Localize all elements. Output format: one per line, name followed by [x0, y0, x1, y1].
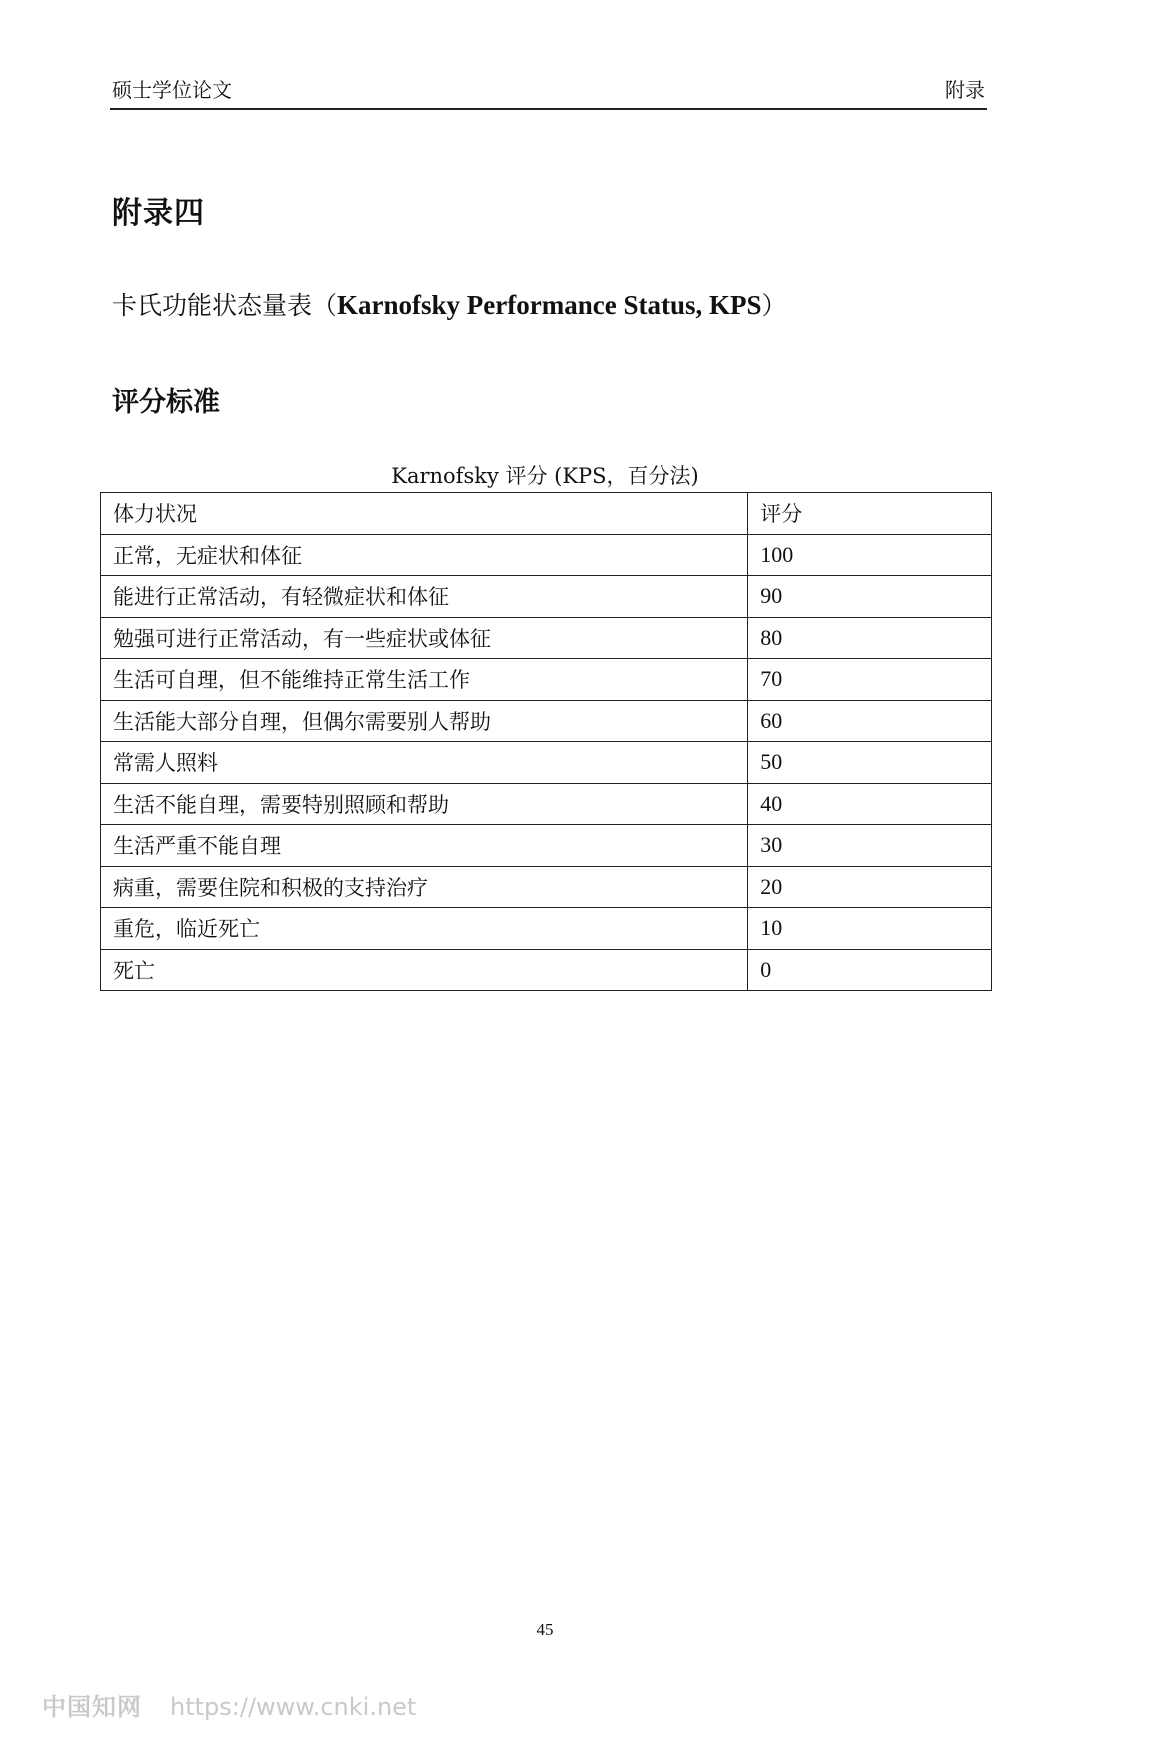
- status-cell: 勉强可进行正常活动，有一些症状或体征: [101, 617, 748, 659]
- status-cell: 生活可自理，但不能维持正常生活工作: [101, 659, 748, 701]
- scale-title: [112, 286, 787, 322]
- table-row: [101, 742, 992, 784]
- score-cell: 10: [748, 908, 992, 950]
- table-row: [101, 783, 992, 825]
- score-cell: 30: [748, 825, 992, 867]
- kps-table: [100, 492, 992, 991]
- thesis-type-label: 硕士学位论文: [112, 78, 232, 102]
- status-cell: 生活严重不能自理: [101, 825, 748, 867]
- table-caption: Karnofsky 评分 (KPS，百分法): [391, 464, 699, 488]
- table-row: [101, 659, 992, 701]
- score-cell: 70: [748, 659, 992, 701]
- criteria-title: 评分标准: [112, 387, 220, 418]
- scale-title-open-paren: （: [312, 291, 338, 320]
- status-cell: 常需人照料: [101, 742, 748, 784]
- status-cell: 正常，无症状和体征: [101, 534, 748, 576]
- scale-title-close-paren: ）: [761, 291, 787, 320]
- table-row: [101, 576, 992, 618]
- header-status: 体力状况: [101, 493, 748, 535]
- score-cell: 90: [748, 576, 992, 618]
- section-label: 附录: [945, 78, 985, 102]
- scale-title-en: Karnofsky Performance Status, KPS: [337, 290, 762, 320]
- scale-title-zh: 卡氏功能状态量表: [112, 291, 313, 320]
- score-cell: 80: [748, 617, 992, 659]
- watermark-url: https://www.cnki.net: [170, 1693, 417, 1721]
- score-cell: 40: [748, 783, 992, 825]
- status-cell: 生活不能自理，需要特别照顾和帮助: [101, 783, 748, 825]
- table-row: [101, 908, 992, 950]
- appendix-title: 附录四: [112, 196, 205, 231]
- status-cell: 重危，临近死亡: [101, 908, 748, 950]
- table-header-row: [101, 493, 992, 535]
- table-row: [101, 866, 992, 908]
- running-header: [110, 74, 987, 110]
- score-cell: 50: [748, 742, 992, 784]
- score-cell: 60: [748, 700, 992, 742]
- header-score: 评分: [748, 493, 992, 535]
- score-cell: 20: [748, 866, 992, 908]
- status-cell: 能进行正常活动，有轻微症状和体征: [101, 576, 748, 618]
- watermark-brand: 中国知网: [42, 1693, 142, 1721]
- table-row: [101, 825, 992, 867]
- status-cell: 生活能大部分自理，但偶尔需要别人帮助: [101, 700, 748, 742]
- table-row: [101, 700, 992, 742]
- cnki-watermark: [42, 1687, 416, 1722]
- score-cell: 0: [748, 949, 992, 991]
- table-row: [101, 617, 992, 659]
- page-number: 45: [536, 1620, 554, 1639]
- table-row: [101, 534, 992, 576]
- table-row: [101, 949, 992, 991]
- score-cell: 100: [748, 534, 992, 576]
- status-cell: 病重，需要住院和积极的支持治疗: [101, 866, 748, 908]
- status-cell: 死亡: [101, 949, 748, 991]
